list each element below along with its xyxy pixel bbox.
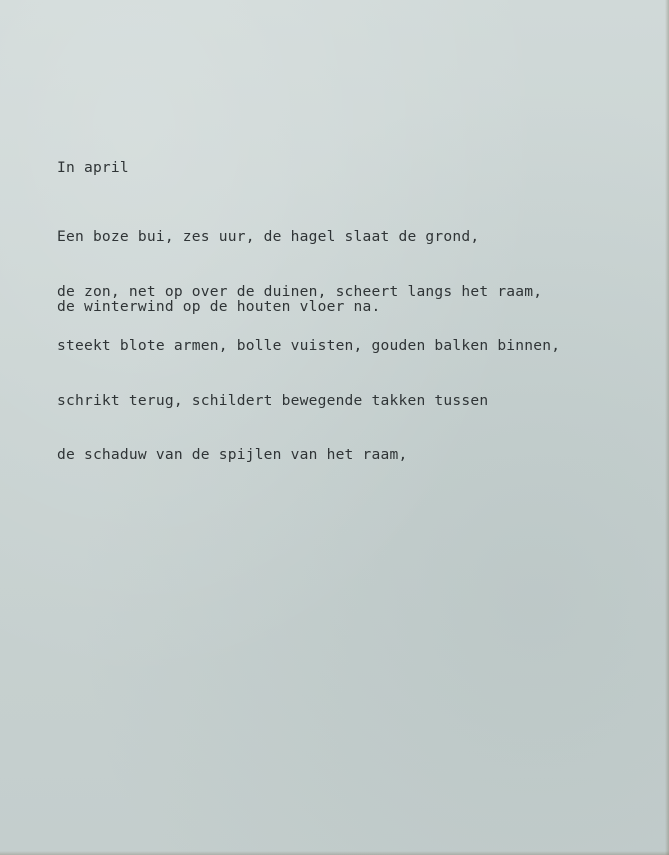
poem-stanza [57, 192, 560, 501]
poem-line: schrikt terug, schildert bewegende takken tussen [57, 391, 489, 409]
poem-line: Een boze bui, zes uur, de hagel slaat de grond, [57, 228, 480, 245]
paper-edge-bottom [0, 851, 669, 855]
poem-title: In april [57, 159, 129, 176]
poem-line: de zon, net op over de duinen, scheert langs het raam, [57, 282, 543, 300]
poem-closing-line: de winterwind op de houten vloer na. [57, 298, 381, 315]
poem-line: steekt blote armen, bolle vuisten, gouden balken binnen, [57, 337, 561, 354]
paper-edge-right [665, 0, 669, 855]
poem-line: de schaduw van de spijlen van het raam, [57, 446, 408, 463]
